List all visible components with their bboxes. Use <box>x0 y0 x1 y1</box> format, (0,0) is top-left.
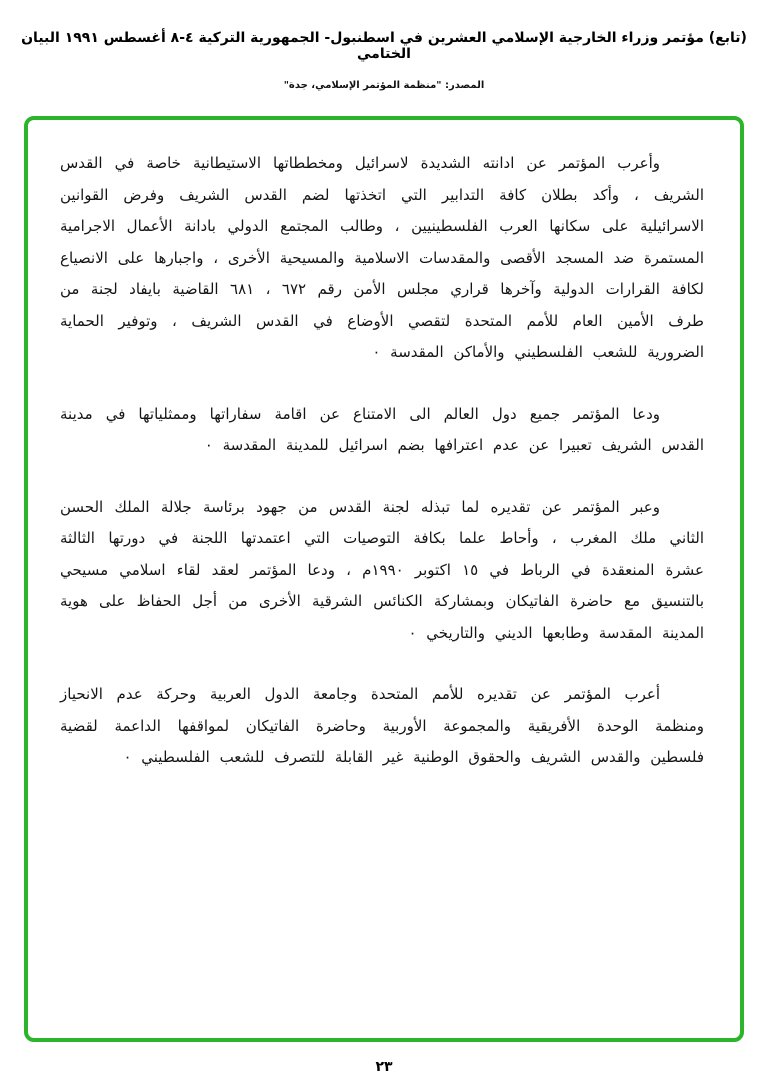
paragraph-condemnation: وأعرب المؤتمر عن ادانته الشديدة لاسرائيل ومخططاتها الاستيطانية خاصة في القدس الشريف ، وأكد بطلان كافة التدابير التي اتخذتها لضم القدس الشريف وفرض القوانين الاسرائيلية على سكانها العرب الفلسطينيين ، وطالب المجتمع الدولي بادانة الأعمال الاجرامية المستمرة ضد المسجد الأقصى والمقدسات الاسلامية والمسيحية الأخرى ، واجبارها على الانصياع لكافة القرارات الدولية وآخرها قراري مجلس الأمن رقم ٦٧٢ ، ٦٨١ القاضية بايفاد لجنة من طرف الأمين العام للأمم المتحدة لتقصي الأوضاع في القدس الشريف ، وتوفير الحماية الضرورية للشعب الفلسطيني والأماكن المقدسة ٠ <box>60 154 704 361</box>
document-title: (تابع) مؤتمر وزراء الخارجية الإسلامي العشرين في اسطنبول- الجمهورية التركية ٤-٨ أغسطس ١٩٩١ البيان الختامي <box>21 30 747 62</box>
content-frame <box>24 116 744 1042</box>
document-header <box>0 30 768 91</box>
paragraph-appreciation: أعرب المؤتمر عن تقديره للأمم المتحدة وجامعة الدول العربية وحركة عدم الانحياز ومنظمة الوحدة الأفريقية والمجموعة الأوربية وحاضرة الفاتيكان لمواقفها الداعمة لقضية فلسطين والقدس الشريف والحقوق الوطنية غير القابلة للتصرف للشعب الفلسطيني ٠ <box>60 685 704 766</box>
page-number: ٢٣ <box>375 1059 393 1075</box>
document-source: المصدر: "منظمة المؤتمر الإسلامي، جدة" <box>283 80 485 91</box>
paragraph-embassies: ودعا المؤتمر جميع دول العالم الى الامتناع عن اقامة سفاراتها وممثلياتها في مدينة القدس الشريف تعبيرا عن عدم اعترافها بضم اسرائيل للمدينة المقدسة ٠ <box>60 404 704 454</box>
paragraph-jerusalem-committee: وعبر المؤتمر عن تقديره لما تبذله لجنة القدس من جهود برئاسة جلالة الملك الحسن الثاني ملك المغرب ، وأحاط علما بكافة التوصيات التي اعتمدتها اللجنة في دورتها الثالثة عشرة المنعقدة في الرباط في ١٥ اكتوبر ١٩٩٠م ، ودعا المؤتمر لعقد لقاء اسلامي مسيحي بالتنسيق مع حاضرة الفاتيكان وبمشاركة الكنائس الشرقية الأخرى من أجل الحفاظ على هوية المدينة المقدسة وطابعها الديني والتاريخي ٠ <box>60 497 704 642</box>
